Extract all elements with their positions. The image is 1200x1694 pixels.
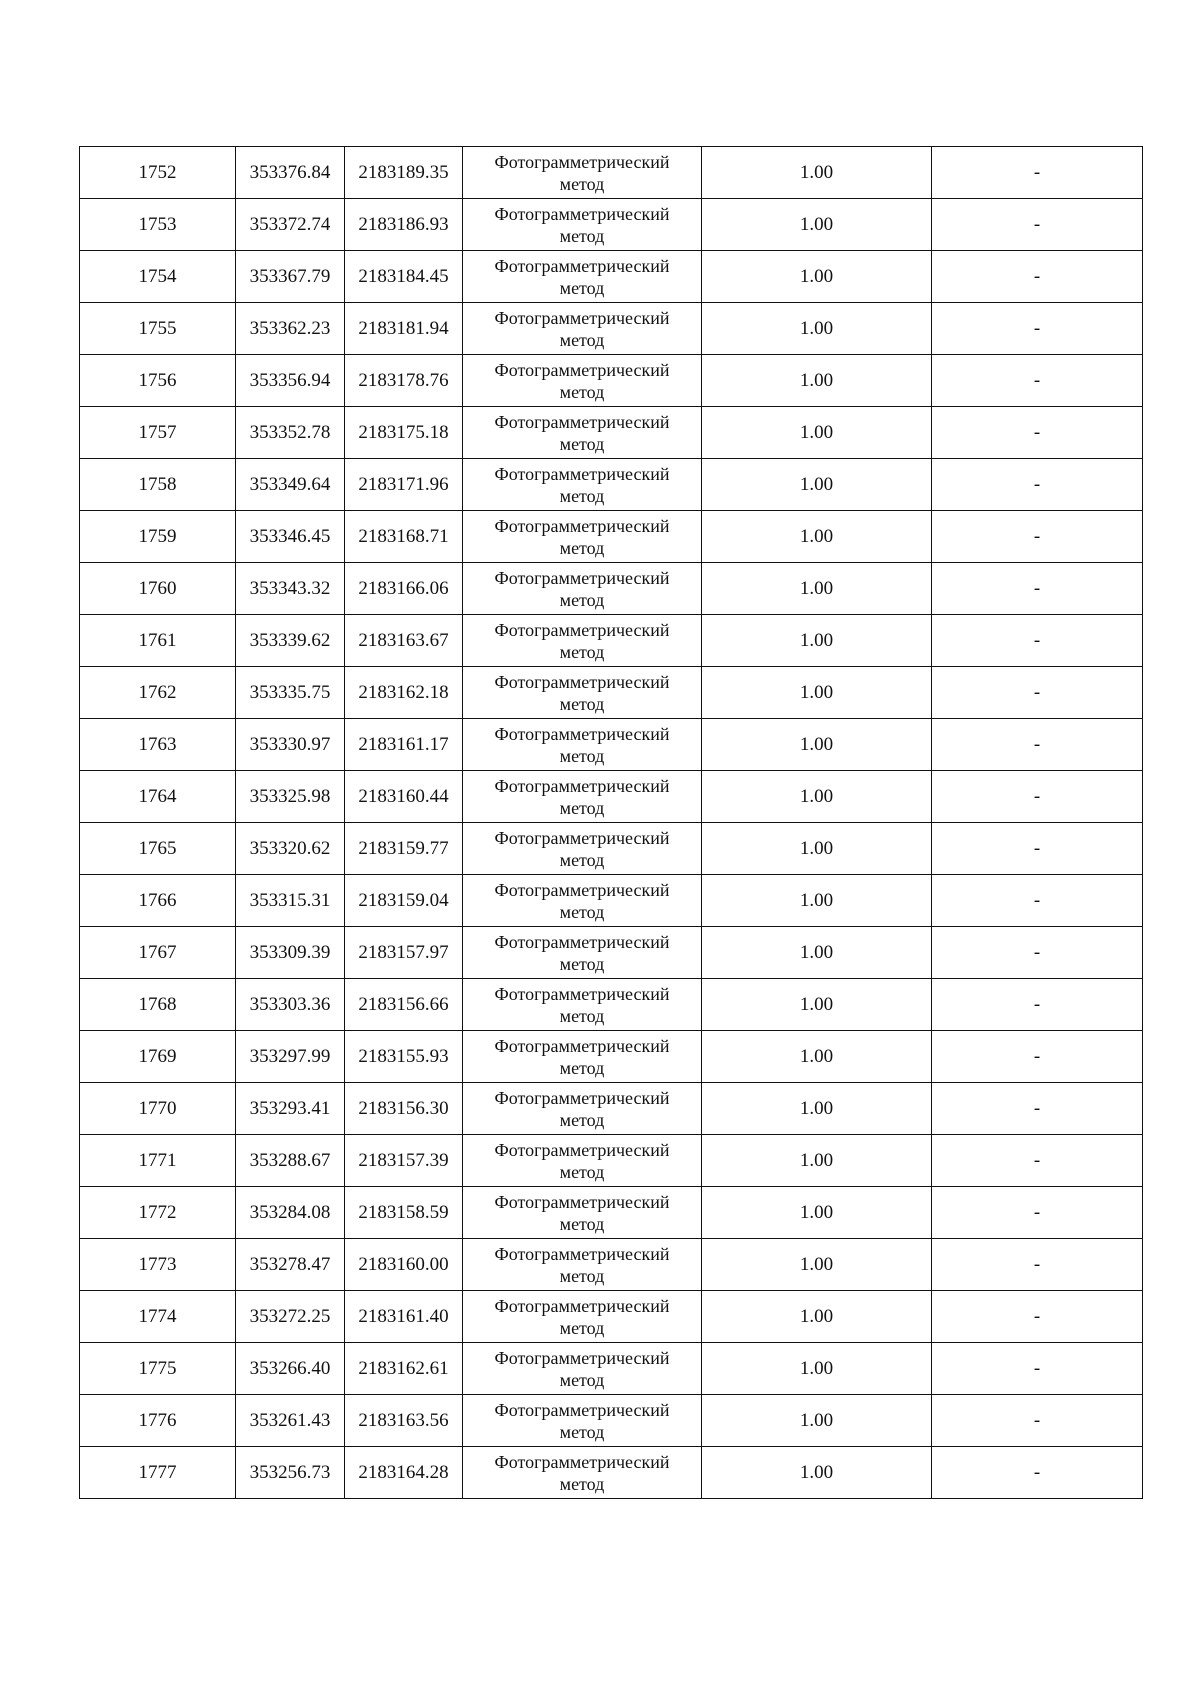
note-cell: - xyxy=(932,459,1143,511)
table-row xyxy=(80,927,1143,979)
note-cell: - xyxy=(932,875,1143,927)
table-row xyxy=(80,1395,1143,1447)
table-row xyxy=(80,459,1143,511)
point-number-cell: 1761 xyxy=(80,615,236,667)
y-coordinate-cell: 2183156.30 xyxy=(345,1083,463,1135)
point-number-cell: 1771 xyxy=(80,1135,236,1187)
accuracy-cell: 1.00 xyxy=(702,875,932,927)
point-number-cell: 1758 xyxy=(80,459,236,511)
method-line-1: Фотограмметрический xyxy=(494,1139,670,1160)
method-line-1: Фотограмметрический xyxy=(494,827,670,848)
point-number-cell: 1774 xyxy=(80,1291,236,1343)
method-cell xyxy=(463,875,702,927)
x-coordinate-cell: 353343.32 xyxy=(236,563,345,615)
method-line-1: Фотограмметрический xyxy=(494,1035,670,1056)
method-line-1: Фотограмметрический xyxy=(494,775,670,796)
accuracy-cell: 1.00 xyxy=(702,615,932,667)
x-coordinate-cell: 353320.62 xyxy=(236,823,345,875)
table-row xyxy=(80,823,1143,875)
method-line-1: Фотограмметрический xyxy=(494,359,670,380)
method-cell xyxy=(463,199,702,251)
method-line-1: Фотограмметрический xyxy=(494,931,670,952)
method-line-2: метод xyxy=(559,1369,605,1390)
x-coordinate-cell: 353349.64 xyxy=(236,459,345,511)
accuracy-cell: 1.00 xyxy=(702,251,932,303)
y-coordinate-cell: 2183189.35 xyxy=(345,147,463,199)
coordinates-table xyxy=(79,146,1143,1499)
point-number-cell: 1757 xyxy=(80,407,236,459)
method-line-1: Фотограмметрический xyxy=(494,1295,670,1316)
table-row xyxy=(80,979,1143,1031)
note-cell: - xyxy=(932,719,1143,771)
method-line-2: метод xyxy=(559,173,605,194)
point-number-cell: 1768 xyxy=(80,979,236,1031)
table-row xyxy=(80,1239,1143,1291)
table-row xyxy=(80,563,1143,615)
y-coordinate-cell: 2183184.45 xyxy=(345,251,463,303)
note-cell: - xyxy=(932,771,1143,823)
table-row xyxy=(80,199,1143,251)
accuracy-cell: 1.00 xyxy=(702,1083,932,1135)
point-number-cell: 1753 xyxy=(80,199,236,251)
y-coordinate-cell: 2183168.71 xyxy=(345,511,463,563)
method-line-2: метод xyxy=(559,953,605,974)
method-line-2: метод xyxy=(559,1057,605,1078)
table-row xyxy=(80,1291,1143,1343)
accuracy-cell: 1.00 xyxy=(702,1031,932,1083)
method-line-2: метод xyxy=(559,1005,605,1026)
point-number-cell: 1770 xyxy=(80,1083,236,1135)
y-coordinate-cell: 2183159.77 xyxy=(345,823,463,875)
point-number-cell: 1766 xyxy=(80,875,236,927)
note-cell: - xyxy=(932,563,1143,615)
table-row xyxy=(80,1187,1143,1239)
coordinates-table-body xyxy=(80,147,1143,1499)
point-number-cell: 1773 xyxy=(80,1239,236,1291)
point-number-cell: 1777 xyxy=(80,1447,236,1499)
y-coordinate-cell: 2183160.00 xyxy=(345,1239,463,1291)
method-line-1: Фотограмметрический xyxy=(494,1451,670,1472)
note-cell: - xyxy=(932,407,1143,459)
note-cell: - xyxy=(932,355,1143,407)
method-cell xyxy=(463,979,702,1031)
x-coordinate-cell: 353330.97 xyxy=(236,719,345,771)
x-coordinate-cell: 353367.79 xyxy=(236,251,345,303)
point-number-cell: 1759 xyxy=(80,511,236,563)
method-cell xyxy=(463,927,702,979)
x-coordinate-cell: 353266.40 xyxy=(236,1343,345,1395)
method-line-2: метод xyxy=(559,1421,605,1442)
x-coordinate-cell: 353325.98 xyxy=(236,771,345,823)
method-line-1: Фотограмметрический xyxy=(494,307,670,328)
method-line-1: Фотограмметрический xyxy=(494,1243,670,1264)
method-cell xyxy=(463,667,702,719)
accuracy-cell: 1.00 xyxy=(702,1291,932,1343)
x-coordinate-cell: 353339.62 xyxy=(236,615,345,667)
x-coordinate-cell: 353256.73 xyxy=(236,1447,345,1499)
accuracy-cell: 1.00 xyxy=(702,199,932,251)
x-coordinate-cell: 353362.23 xyxy=(236,303,345,355)
method-line-2: метод xyxy=(559,1213,605,1234)
method-line-2: метод xyxy=(559,277,605,298)
point-number-cell: 1760 xyxy=(80,563,236,615)
accuracy-cell: 1.00 xyxy=(702,1447,932,1499)
method-cell xyxy=(463,303,702,355)
method-cell xyxy=(463,823,702,875)
note-cell: - xyxy=(932,303,1143,355)
accuracy-cell: 1.00 xyxy=(702,927,932,979)
x-coordinate-cell: 353288.67 xyxy=(236,1135,345,1187)
table-row xyxy=(80,511,1143,563)
accuracy-cell: 1.00 xyxy=(702,511,932,563)
point-number-cell: 1762 xyxy=(80,667,236,719)
y-coordinate-cell: 2183157.97 xyxy=(345,927,463,979)
y-coordinate-cell: 2183156.66 xyxy=(345,979,463,1031)
accuracy-cell: 1.00 xyxy=(702,1239,932,1291)
method-line-2: метод xyxy=(559,329,605,350)
note-cell: - xyxy=(932,1239,1143,1291)
table-row xyxy=(80,1031,1143,1083)
note-cell: - xyxy=(932,1135,1143,1187)
method-line-1: Фотограмметрический xyxy=(494,723,670,744)
y-coordinate-cell: 2183157.39 xyxy=(345,1135,463,1187)
method-cell xyxy=(463,1031,702,1083)
x-coordinate-cell: 353346.45 xyxy=(236,511,345,563)
note-cell: - xyxy=(932,1395,1143,1447)
method-cell xyxy=(463,563,702,615)
method-cell xyxy=(463,719,702,771)
y-coordinate-cell: 2183164.28 xyxy=(345,1447,463,1499)
note-cell: - xyxy=(932,1187,1143,1239)
table-row xyxy=(80,407,1143,459)
table-row xyxy=(80,1447,1143,1499)
method-cell xyxy=(463,1343,702,1395)
note-cell: - xyxy=(932,147,1143,199)
method-line-1: Фотограмметрический xyxy=(494,619,670,640)
method-line-2: метод xyxy=(559,901,605,922)
y-coordinate-cell: 2183158.59 xyxy=(345,1187,463,1239)
accuracy-cell: 1.00 xyxy=(702,1187,932,1239)
x-coordinate-cell: 353293.41 xyxy=(236,1083,345,1135)
method-line-2: метод xyxy=(559,1161,605,1182)
table-row xyxy=(80,875,1143,927)
method-cell xyxy=(463,1395,702,1447)
x-coordinate-cell: 353278.47 xyxy=(236,1239,345,1291)
table-row xyxy=(80,147,1143,199)
method-line-2: метод xyxy=(559,1109,605,1130)
accuracy-cell: 1.00 xyxy=(702,667,932,719)
note-cell: - xyxy=(932,251,1143,303)
accuracy-cell: 1.00 xyxy=(702,563,932,615)
point-number-cell: 1775 xyxy=(80,1343,236,1395)
method-line-2: метод xyxy=(559,433,605,454)
method-cell xyxy=(463,1447,702,1499)
x-coordinate-cell: 353335.75 xyxy=(236,667,345,719)
method-line-2: метод xyxy=(559,745,605,766)
method-line-2: метод xyxy=(559,849,605,870)
method-line-2: метод xyxy=(559,641,605,662)
y-coordinate-cell: 2183163.56 xyxy=(345,1395,463,1447)
y-coordinate-cell: 2183186.93 xyxy=(345,199,463,251)
table-row xyxy=(80,251,1143,303)
y-coordinate-cell: 2183162.18 xyxy=(345,667,463,719)
table-row xyxy=(80,667,1143,719)
point-number-cell: 1764 xyxy=(80,771,236,823)
method-line-1: Фотограмметрический xyxy=(494,1399,670,1420)
method-cell xyxy=(463,1291,702,1343)
note-cell: - xyxy=(932,927,1143,979)
method-cell xyxy=(463,1239,702,1291)
accuracy-cell: 1.00 xyxy=(702,823,932,875)
method-line-1: Фотограмметрический xyxy=(494,255,670,276)
note-cell: - xyxy=(932,511,1143,563)
y-coordinate-cell: 2183162.61 xyxy=(345,1343,463,1395)
method-cell xyxy=(463,407,702,459)
x-coordinate-cell: 353261.43 xyxy=(236,1395,345,1447)
method-cell xyxy=(463,355,702,407)
table-row xyxy=(80,1083,1143,1135)
method-line-1: Фотограмметрический xyxy=(494,411,670,432)
y-coordinate-cell: 2183161.17 xyxy=(345,719,463,771)
x-coordinate-cell: 353272.25 xyxy=(236,1291,345,1343)
method-cell xyxy=(463,1135,702,1187)
table-row xyxy=(80,1135,1143,1187)
method-line-1: Фотограмметрический xyxy=(494,879,670,900)
method-cell xyxy=(463,1187,702,1239)
x-coordinate-cell: 353309.39 xyxy=(236,927,345,979)
table-row xyxy=(80,615,1143,667)
method-line-2: метод xyxy=(559,693,605,714)
accuracy-cell: 1.00 xyxy=(702,1395,932,1447)
note-cell: - xyxy=(932,1343,1143,1395)
method-line-2: метод xyxy=(559,485,605,506)
method-line-1: Фотограмметрический xyxy=(494,1347,670,1368)
point-number-cell: 1763 xyxy=(80,719,236,771)
point-number-cell: 1765 xyxy=(80,823,236,875)
accuracy-cell: 1.00 xyxy=(702,407,932,459)
point-number-cell: 1756 xyxy=(80,355,236,407)
y-coordinate-cell: 2183181.94 xyxy=(345,303,463,355)
x-coordinate-cell: 353303.36 xyxy=(236,979,345,1031)
table-row xyxy=(80,719,1143,771)
y-coordinate-cell: 2183178.76 xyxy=(345,355,463,407)
note-cell: - xyxy=(932,199,1143,251)
table-row xyxy=(80,355,1143,407)
method-line-2: метод xyxy=(559,589,605,610)
method-line-2: метод xyxy=(559,1317,605,1338)
accuracy-cell: 1.00 xyxy=(702,771,932,823)
note-cell: - xyxy=(932,1031,1143,1083)
point-number-cell: 1755 xyxy=(80,303,236,355)
y-coordinate-cell: 2183155.93 xyxy=(345,1031,463,1083)
method-cell xyxy=(463,615,702,667)
point-number-cell: 1769 xyxy=(80,1031,236,1083)
method-line-2: метод xyxy=(559,225,605,246)
method-line-2: метод xyxy=(559,797,605,818)
method-line-1: Фотограмметрический xyxy=(494,1191,670,1212)
point-number-cell: 1772 xyxy=(80,1187,236,1239)
method-line-1: Фотограмметрический xyxy=(494,151,670,172)
method-line-1: Фотограмметрический xyxy=(494,203,670,224)
note-cell: - xyxy=(932,1291,1143,1343)
note-cell: - xyxy=(932,615,1143,667)
method-line-2: метод xyxy=(559,1473,605,1494)
y-coordinate-cell: 2183161.40 xyxy=(345,1291,463,1343)
table-row xyxy=(80,303,1143,355)
accuracy-cell: 1.00 xyxy=(702,1343,932,1395)
method-line-1: Фотограмметрический xyxy=(494,983,670,1004)
point-number-cell: 1754 xyxy=(80,251,236,303)
method-line-2: метод xyxy=(559,1265,605,1286)
y-coordinate-cell: 2183163.67 xyxy=(345,615,463,667)
point-number-cell: 1776 xyxy=(80,1395,236,1447)
y-coordinate-cell: 2183175.18 xyxy=(345,407,463,459)
method-cell xyxy=(463,511,702,563)
accuracy-cell: 1.00 xyxy=(702,719,932,771)
accuracy-cell: 1.00 xyxy=(702,147,932,199)
note-cell: - xyxy=(932,1447,1143,1499)
note-cell: - xyxy=(932,667,1143,719)
x-coordinate-cell: 353315.31 xyxy=(236,875,345,927)
y-coordinate-cell: 2183160.44 xyxy=(345,771,463,823)
method-line-1: Фотограмметрический xyxy=(494,671,670,692)
accuracy-cell: 1.00 xyxy=(702,355,932,407)
method-line-2: метод xyxy=(559,381,605,402)
method-line-1: Фотограмметрический xyxy=(494,463,670,484)
y-coordinate-cell: 2183171.96 xyxy=(345,459,463,511)
method-line-1: Фотограмметрический xyxy=(494,515,670,536)
method-cell xyxy=(463,251,702,303)
x-coordinate-cell: 353376.84 xyxy=(236,147,345,199)
y-coordinate-cell: 2183159.04 xyxy=(345,875,463,927)
method-line-2: метод xyxy=(559,537,605,558)
accuracy-cell: 1.00 xyxy=(702,459,932,511)
table-row xyxy=(80,1343,1143,1395)
note-cell: - xyxy=(932,823,1143,875)
method-cell xyxy=(463,147,702,199)
x-coordinate-cell: 353284.08 xyxy=(236,1187,345,1239)
x-coordinate-cell: 353297.99 xyxy=(236,1031,345,1083)
x-coordinate-cell: 353372.74 xyxy=(236,199,345,251)
x-coordinate-cell: 353356.94 xyxy=(236,355,345,407)
accuracy-cell: 1.00 xyxy=(702,1135,932,1187)
method-line-1: Фотограмметрический xyxy=(494,1087,670,1108)
table-row xyxy=(80,771,1143,823)
x-coordinate-cell: 353352.78 xyxy=(236,407,345,459)
method-cell xyxy=(463,1083,702,1135)
point-number-cell: 1767 xyxy=(80,927,236,979)
point-number-cell: 1752 xyxy=(80,147,236,199)
method-line-1: Фотограмметрический xyxy=(494,567,670,588)
note-cell: - xyxy=(932,1083,1143,1135)
y-coordinate-cell: 2183166.06 xyxy=(345,563,463,615)
accuracy-cell: 1.00 xyxy=(702,979,932,1031)
method-cell xyxy=(463,459,702,511)
accuracy-cell: 1.00 xyxy=(702,303,932,355)
method-cell xyxy=(463,771,702,823)
note-cell: - xyxy=(932,979,1143,1031)
